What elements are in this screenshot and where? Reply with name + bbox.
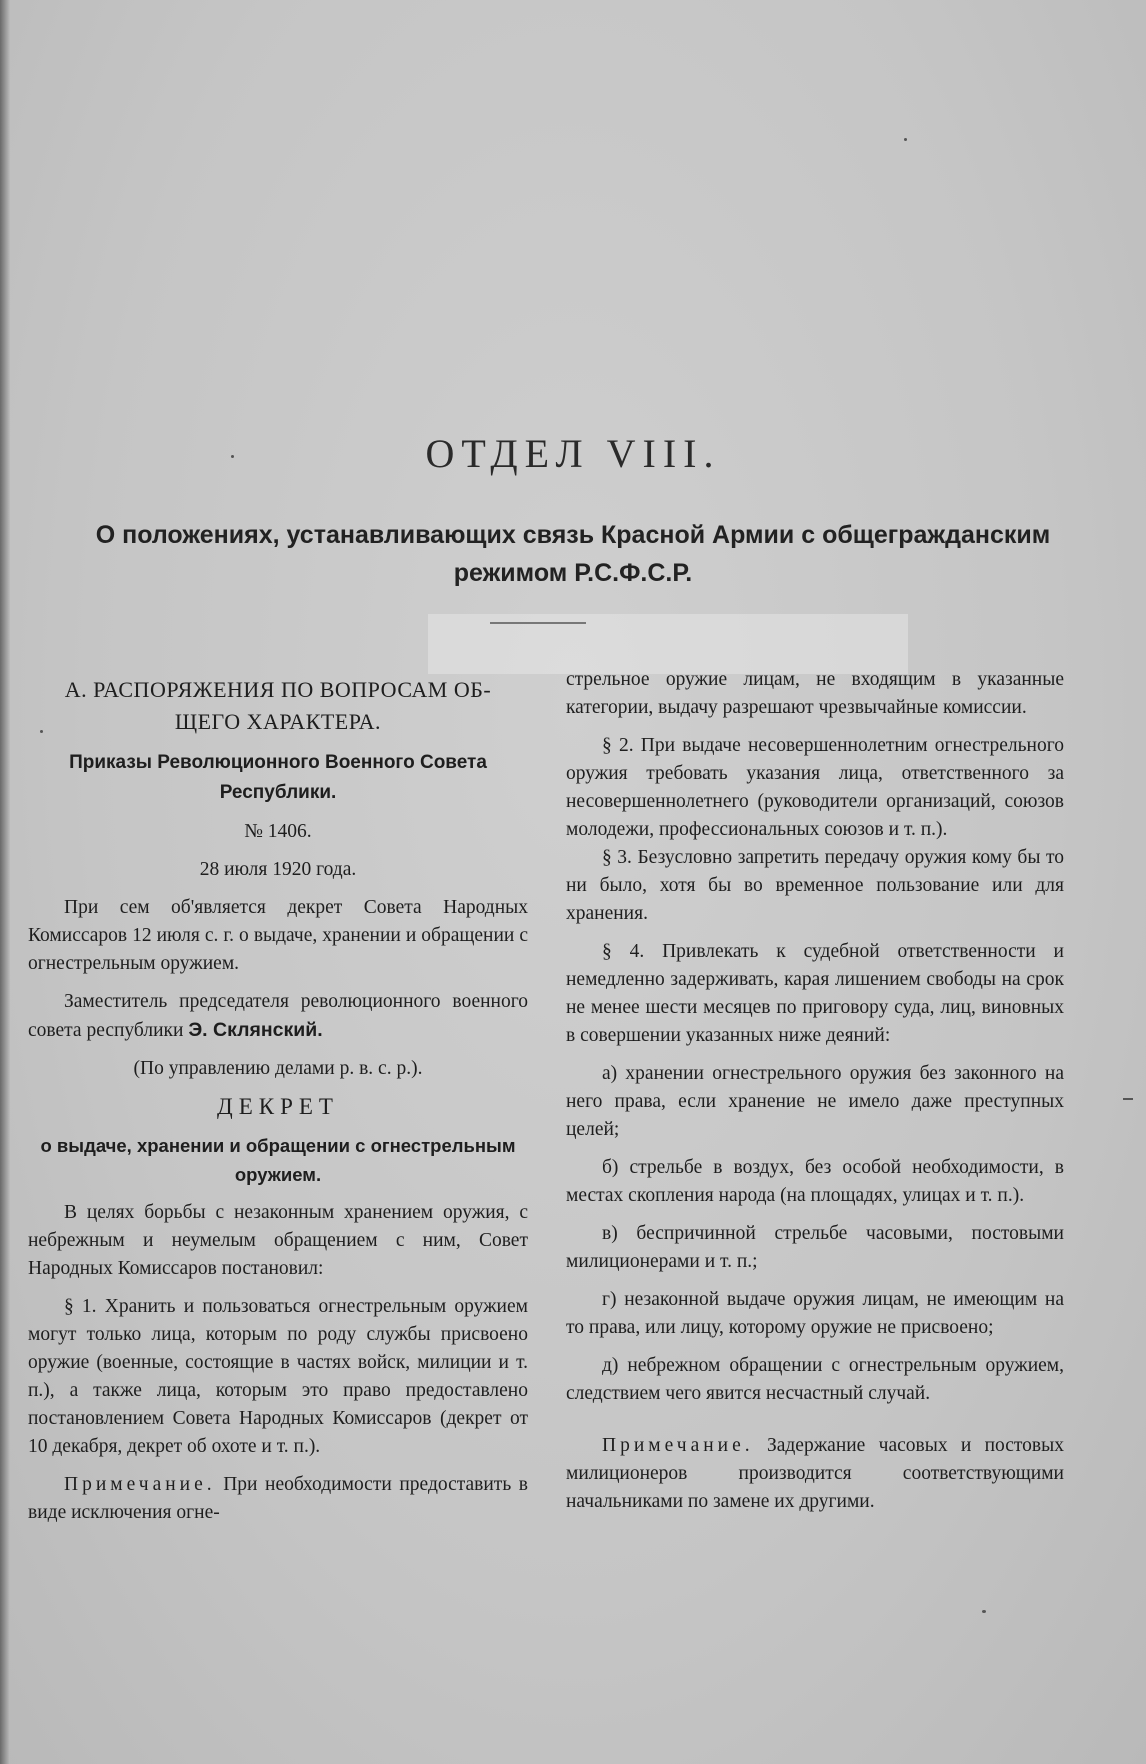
item-g: г) незаконной выдаче оружия лицам, не имеющим на то права, или лицу, которому оружие не присвоено;	[566, 1289, 1064, 1338]
section-title: ОТДЕЛ VIII.	[425, 431, 721, 476]
order-date: 28 июля 1920 года.	[199, 859, 357, 880]
print-speck	[1123, 1098, 1133, 1100]
order-text: При сем об'является декрет Совета Народных Комиссаров 12 июля с. г. о выдаче, хранении и обращении с огнестрельным оружием.	[28, 897, 528, 974]
final-note-label: Примечание.	[602, 1435, 754, 1456]
section-subtitle	[20, 516, 1126, 592]
print-speck	[40, 730, 43, 733]
decree-paragraph-4: § 4. Привлекать к судебной ответственности и немедленно задерживать, карая лишением свободы на срок не менее шести месяцев по приговору суда, лиц, виновных в совершении указанных ниже деяний:	[566, 941, 1064, 1046]
orders-title: Приказы Революционного Военного Совета Республики.	[69, 752, 487, 803]
note-label: Примечание.	[64, 1474, 216, 1495]
item-d: д) небрежном обращении с огнестрельным оружием, следствием чего явится несчастный случай.	[566, 1355, 1064, 1404]
separator-rule	[490, 622, 586, 624]
note-text: При необходимости предоставить в виде исключения огне-	[28, 1474, 528, 1523]
decree-paragraph-3: § 3. Безусловно запретить передачу оружия кому бы то ни было, хотя бы во временное пользование или для хранения.	[566, 847, 1064, 924]
order-number: № 1406.	[244, 821, 312, 842]
print-speck	[982, 1610, 986, 1613]
print-speck	[231, 455, 234, 458]
page-binding-edge	[0, 0, 10, 1764]
signature-name: Э. Склянский.	[188, 1019, 323, 1041]
part-a-heading-line-1: А. РАСПОРЯЖЕНИЯ ПО ВОПРОСАМ ОБ-	[64, 677, 492, 702]
subtitle-line-2: режимом Р.С.Ф.С.Р.	[453, 559, 693, 587]
item-v: в) беспричинной стрельбе часовыми, постовыми милиционерами и т. п.;	[566, 1223, 1064, 1272]
final-note-text: Задержание часовых и постовых милиционеров производится соответствующими начальниками по замене их другими.	[566, 1435, 1064, 1512]
decree-paragraph-1: § 1. Хранить и пользоваться огнестрельным оружием могут только лица, которым по роду службы присвоено оружие (военные, состоящие в частях войск, милиции и т. п.), а также лица, которым это право предоставлено постановлением Совета Народных Комиссаров (декрет от 10 декабря, декрет об охоте и т. п.).	[28, 1296, 528, 1457]
right-column	[566, 666, 1064, 1516]
note-continued: стрельное оружие лицам, не входящим в указанные категории, выдачу разрешают чрезвычайные комиссии.	[566, 669, 1064, 718]
decree-intro: В целях борьбы с незаконным хранением оружия, с небрежным и неумелым обращением с ним, Совет Народных Комиссаров постановил:	[28, 1202, 528, 1279]
decree-note-start	[28, 1471, 528, 1527]
final-note	[566, 1432, 1064, 1516]
item-a: а) хранении огнестрельного оружия без законного на него права, если хранение не имело даже преступных целей;	[566, 1063, 1064, 1140]
signature-block	[28, 988, 528, 1045]
part-a-heading-line-2: ЩЕГО ХАРАКТЕРА.	[174, 709, 382, 734]
signature-note: (По управлению делами р. в. с. р.).	[133, 1058, 423, 1079]
print-speck	[904, 138, 907, 141]
decree-heading: ДЕКРЕТ	[217, 1094, 339, 1119]
decree-subtitle: о выдаче, хранении и обращении с огнестрельным оружием.	[40, 1135, 516, 1185]
left-column	[28, 674, 528, 1527]
signature-text: Заместитель председателя революционного военного совета республики	[28, 991, 528, 1041]
subtitle-line-1: О положениях, устанавливающих связь Красной Армии с общегражданским	[95, 521, 1051, 549]
item-b: б) стрельбе в воздух, без особой необходимости, в местах скопления народа (на площадях, улицах и т. п.).	[566, 1157, 1064, 1206]
decree-paragraph-2: § 2. При выдаче несовершеннолетним огнестрельного оружия требовать указания лица, ответственного за несовершеннолетнего (руководители организаций, союзов молодежи, профессиональных союзов и т. п.).	[566, 735, 1064, 840]
